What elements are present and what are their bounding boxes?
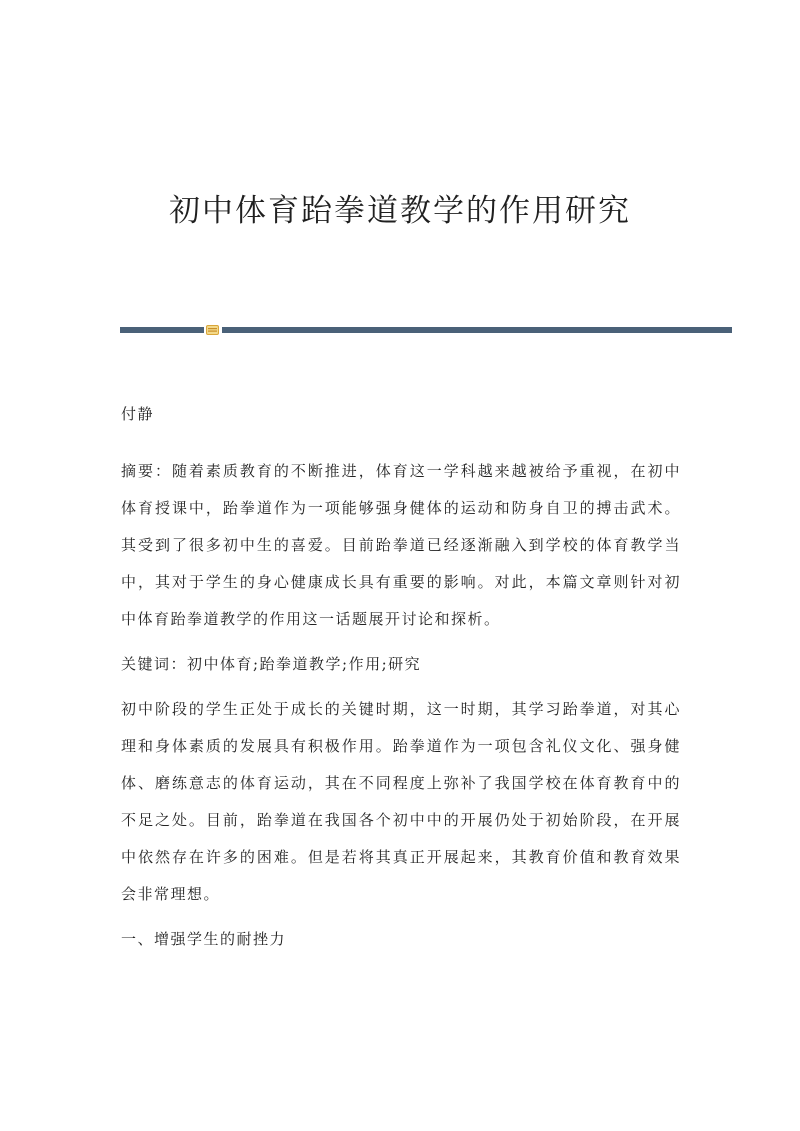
intro-paragraph: 初中阶段的学生正处于成长的关键时期，这一时期，其学习跆拳道，对其心理和身体素质的发展具有积极作用。跆拳道作为一项包含礼仪文化、强身健体、磨练意志的体育运动，其在不同程度上弥补了我国学校在体育教育中的不足之处。目前，跆拳道在我国各个初中中的开展仍处于初始阶段，在开展中依然存在许多的困难。但是若将其真正开展起来，其教育价值和教育效果会非常理想。 (121, 700, 681, 903)
document-body (121, 396, 681, 958)
abstract-paragraph: 摘要：随着素质教育的不断推进，体育这一学科越来越被给予重视，在初中体育授课中，跆拳道作为一项能够强身健体的运动和防身自卫的搏击武术。其受到了很多初中生的喜爱。目前跆拳道已经逐渐融入到学校的体育教学当中，其对于学生的身心健康成长具有重要的影响。对此，本篇文章则针对初中体育跆拳道教学的作用这一话题展开讨论和探析。 (121, 462, 681, 628)
divider-bar-right (222, 327, 732, 333)
section-heading: 一、增强学生的耐挫力 (121, 930, 287, 948)
keywords-line: 关键词：初中体育;跆拳道教学;作用;研究 (121, 655, 422, 673)
author-name: 付静 (121, 405, 155, 423)
title-divider (120, 325, 732, 335)
document-title: 初中体育跆拳道教学的作用研究 (169, 193, 631, 229)
divider-bar-left (120, 327, 204, 333)
ornament-icon (206, 325, 219, 335)
